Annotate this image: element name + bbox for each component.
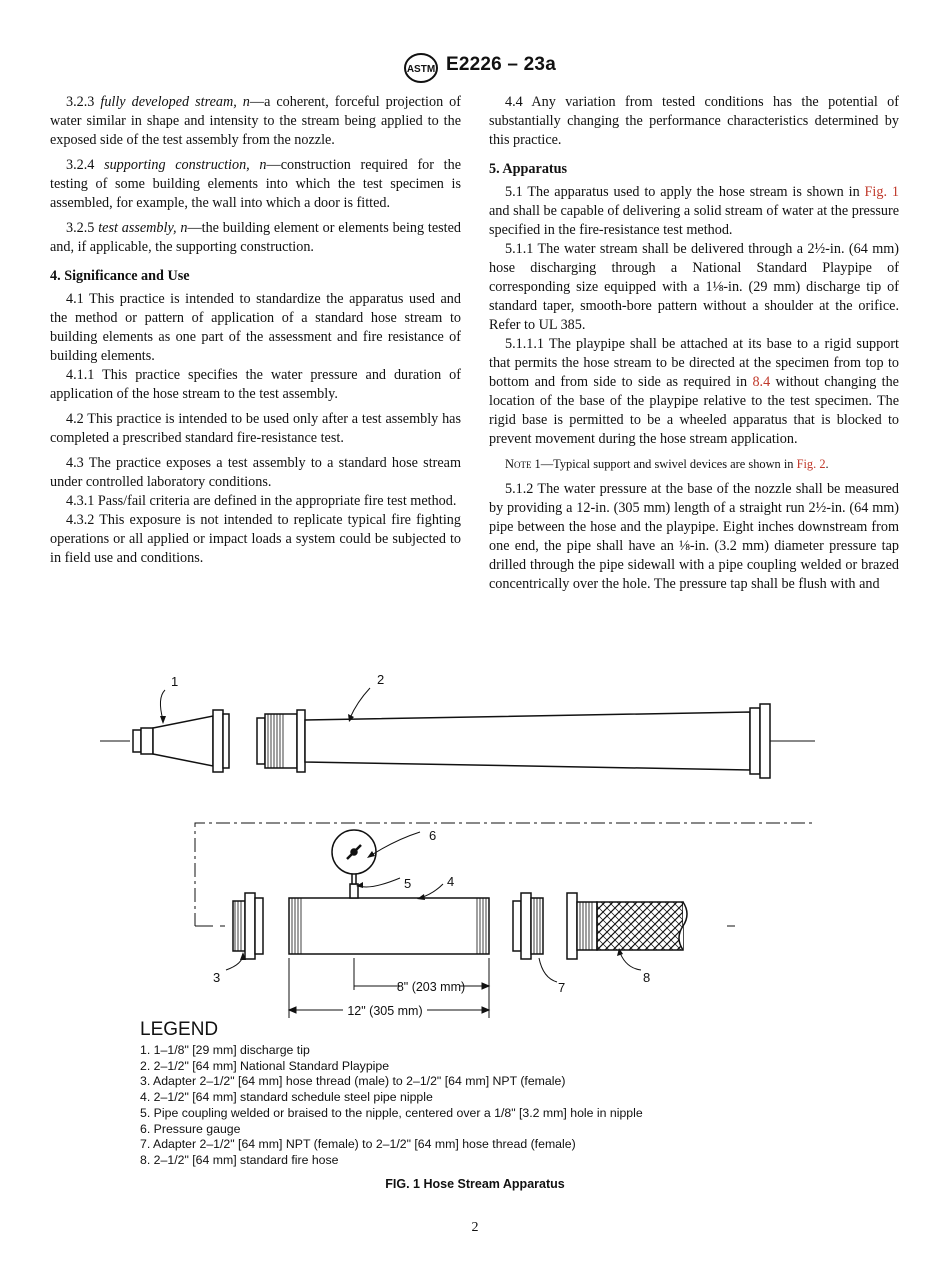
callout-4: 4 [447, 874, 455, 889]
callout-3: 3 [213, 970, 221, 985]
paragraph-4-3-1: 4.3.1 Pass/fail criteria are defined in the appropriate fire test method. [66, 493, 457, 509]
astm-logo-text: ASTM [406, 64, 436, 75]
paragraph-4-2: 4.2 This practice is intended to be used only after a test assembly has completed a prescribed standard fire-resistance test. [50, 411, 461, 446]
discharge-tip [133, 710, 229, 772]
legend-title: LEGEND [140, 1019, 219, 1040]
paragraph-4-1: 4.1 This practice is intended to standardize the apparatus used and the method or pattern of application of a standard hose stream to building elements as one part of the assessment and fire resistance of building elements. [50, 291, 461, 364]
paragraph-3-2-3: 3.2.3 fully developed stream, n—a coherent, forceful projection of water similar in shape and intensity to the stream being applied to the exposed side of the test assembly from the nozzle. [50, 94, 462, 148]
paragraph-3-2-5: 3.2.5 test assembly, n—the building element or elements being tested and, if applicable, the supporting construction. [50, 220, 462, 255]
paragraph-4-3-2: 4.3.2 This exposure is not intended to replicate typical fire fighting operations or all applied or impact loads a system could be subjected to in field use and conditions. [50, 512, 461, 566]
legend-list [140, 1043, 643, 1169]
legend-item: 6. Pressure gauge [140, 1121, 241, 1136]
section-5-heading: 5. Apparatus [489, 161, 568, 177]
figure-legend [140, 1019, 643, 1169]
legend-item: 4. 2–1/2" [64 mm] standard schedule steel pipe nipple [140, 1090, 433, 1105]
legend-item: 5. Pipe coupling welded or braised to the nipple, centered over a 1/8" [3.2 mm] hole in nipple [140, 1105, 643, 1120]
fig-1-link[interactable]: Fig. 1 [864, 184, 899, 200]
left-column [50, 93, 461, 574]
callout-6: 6 [429, 828, 437, 843]
callout-8: 8 [643, 970, 651, 985]
legend-item: 1. 1–1/8" [29 mm] discharge tip [140, 1043, 310, 1057]
legend-item: 3. Adapter 2–1/2" [64 mm] hose thread (male) to 2–1/2" [64 mm] NPT (female) [140, 1074, 566, 1089]
legend-item: 2. 2–1/2" [64 mm] National Standard Playpipe [140, 1058, 390, 1073]
legend-item: 8. 2–1/2" [64 mm] standard fire hose [140, 1152, 339, 1167]
right-column [489, 93, 899, 600]
dimension-8-inch: 8" (203 mm) [396, 980, 466, 994]
adapter-hose-thread-male [233, 893, 263, 959]
fire-hose [567, 893, 687, 959]
section-8-4-link[interactable]: 8.4 [752, 374, 771, 390]
callout-2: 2 [377, 672, 385, 687]
paragraph-3-2-4: 3.2.4 supporting construction, n—construction required for the testing of some building elements into which the test specimen is assembled, for example, the wall into which a door is fitted. [50, 157, 462, 211]
legend-item: 7. Adapter 2–1/2" [64 mm] NPT (female) to 2–1/2" [64 mm] hose thread (female) [140, 1137, 576, 1152]
paragraph-4-4: 4.4 Any variation from tested conditions has the potential of substantially changing the performance characteristics determined by this practice. [489, 94, 899, 148]
paragraph-5-1-2: 5.1.2 The water pressure at the base of the nozzle shall be measured by providing a 12-in. (305 mm) length of a straight run 2½-in. (64 mm) pipe between the hose and the playpipe. Eight inches downstream from one end, the pipe shall have an ⅛-in. (3.2 mm) diameter pressure tap drilled through the pipe sidewall with a pipe coupling welded or brazed concentrically over the hole. The pressure tap shall be flush with and [489, 481, 899, 592]
callout-5: 5 [404, 876, 412, 891]
standard-designation: E2226 – 23a [446, 54, 556, 75]
page-header [0, 52, 950, 88]
dimension-12-inch: 12" (305 mm) [347, 1004, 423, 1018]
page-number: 2 [471, 1220, 479, 1235]
fig-2-link[interactable]: Fig. 2 [796, 457, 826, 471]
callout-1: 1 [171, 674, 179, 689]
callout-7: 7 [558, 980, 566, 995]
paragraph-5-1: 5.1 The apparatus used to apply the hose stream is shown in Fig. 1 and shall be capable of delivering a solid stream of water at the pressure specified in the fire-resistance test method. [489, 184, 899, 238]
hose-stream-apparatus-figure [95, 668, 815, 1028]
paragraph-4-1-1: 4.1.1 This practice specifies the water pressure and duration of application of the hose stream to the test assembly. [50, 367, 461, 402]
paragraph-4-3: 4.3 The practice exposes a test assembly to a standard hose stream under controlled laboratory conditions. [50, 455, 461, 490]
figure-caption: FIG. 1 Hose Stream Apparatus [385, 1177, 565, 1191]
national-standard-playpipe [257, 704, 770, 778]
section-4-heading: 4. Significance and Use [50, 268, 190, 284]
note-1: Note 1—Typical support and swivel devices are shown in Fig. 2. [505, 457, 829, 471]
paragraph-5-1-1-1: 5.1.1.1 The playpipe shall be attached at its base to a rigid support that permits the hose stream to be directed at the specimen from top to bottom and from side to side as required in 8.4 without changing the location of the base of the playpipe relative to the test specimen. The rigid base is permitted to be a wheeled apparatus that is blocked to prevent movement during the hose stream application. [489, 336, 899, 447]
pressure-gauge-assembly [332, 830, 376, 898]
steel-pipe-nipple [289, 898, 489, 954]
paragraph-5-1-1: 5.1.1 The water stream shall be delivered through a 2½-in. (64 mm) hose discharging through a National Standard Playpipe of corresponding size equipped with a 1⅛-in. (29 mm) discharge tip of standard taper, smooth-bore pattern without a shoulder at the orifice. Refer to UL 385. [489, 241, 899, 333]
adapter-hose-thread-female [513, 893, 543, 959]
astm-logo-icon [403, 52, 439, 84]
